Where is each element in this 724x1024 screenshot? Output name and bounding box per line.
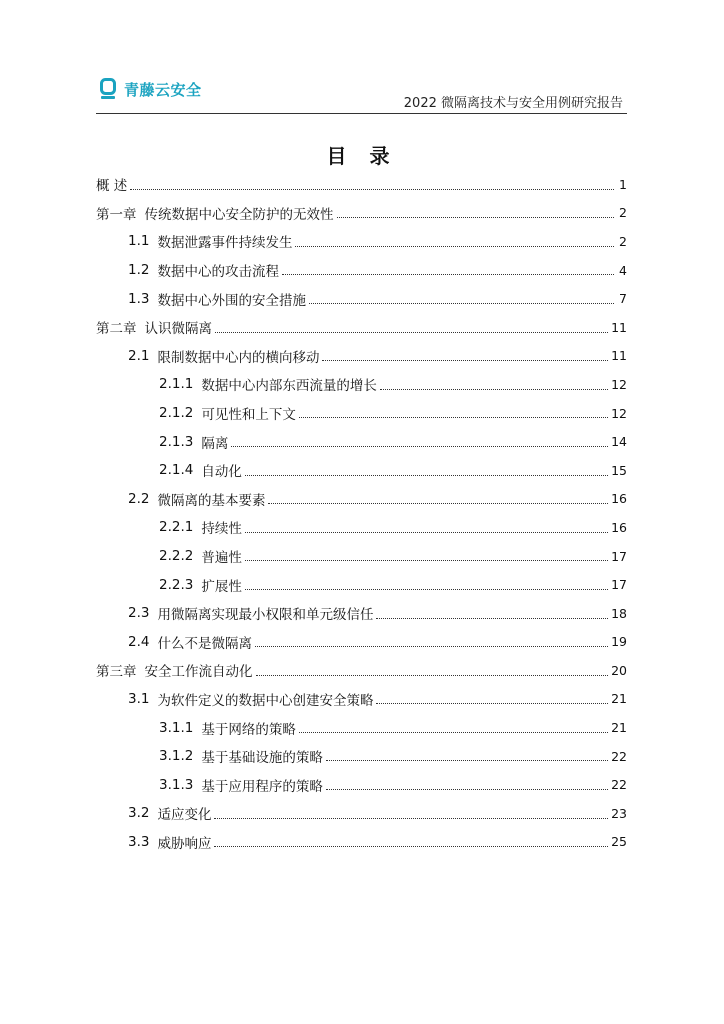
toc-entry-number: 2.3 [128, 605, 150, 622]
header-divider [96, 113, 627, 114]
toc-dot-leader [245, 559, 608, 561]
page-header [96, 78, 627, 114]
toc-entry[interactable] [96, 227, 627, 256]
toc-entry[interactable] [96, 256, 627, 285]
toc-entry-label: 持续性 [201, 521, 242, 538]
toc-entry[interactable] [96, 370, 627, 399]
toc-entry[interactable] [96, 427, 627, 456]
toc-dot-leader [215, 331, 608, 333]
toc-page-number: 2 [619, 205, 627, 221]
toc-dot-leader [295, 245, 614, 247]
toc-page-number: 16 [611, 519, 627, 535]
toc-entry-number: 2.2 [128, 490, 150, 507]
toc-dot-leader [309, 302, 614, 304]
brand-logo [100, 78, 202, 100]
toc-entry[interactable] [96, 284, 627, 313]
toc-page-number: 7 [619, 291, 627, 307]
toc-page-number: 20 [611, 662, 627, 678]
toc-entry-label: 数据中心内部东西流量的增长 [201, 378, 377, 395]
toc-entry[interactable] [96, 713, 627, 742]
toc-entry-label: 可见性和上下文 [201, 407, 296, 424]
toc-entry[interactable] [96, 685, 627, 714]
toc-entry-number: 第二章 [96, 321, 137, 338]
toc-entry-label: 传统数据中心安全防护的无效性 [144, 206, 334, 223]
report-title: 2022 微隔离技术与安全用例研究报告 [403, 96, 623, 111]
toc-dot-leader [214, 817, 608, 819]
toc-entry-label: 基于网络的策略 [201, 721, 296, 738]
toc-page-number: 4 [619, 262, 627, 278]
table-of-contents [96, 170, 627, 856]
toc-entry-number: 2.1.2 [159, 405, 194, 422]
toc-entry[interactable] [96, 399, 627, 428]
toc-dot-leader [326, 788, 608, 790]
toc-entry-number: 2.1.3 [159, 433, 194, 450]
toc-entry-number: 2.1.4 [159, 462, 194, 479]
toc-entry[interactable] [96, 313, 627, 342]
toc-page-number: 23 [611, 805, 627, 821]
toc-entry-number: 概 述 [96, 178, 128, 195]
toc-dot-leader [245, 531, 608, 533]
toc-page-number: 16 [611, 491, 627, 507]
toc-dot-leader [376, 702, 608, 704]
toc-entry-label: 威胁响应 [157, 835, 212, 852]
toc-dot-leader [231, 445, 608, 447]
toc-entry-number: 第一章 [96, 206, 137, 223]
toc-dot-leader [337, 216, 615, 218]
toc-entry-label: 限制数据中心内的横向移动 [157, 349, 320, 366]
toc-entry-label: 数据中心的攻击流程 [157, 264, 279, 281]
toc-entry[interactable] [96, 799, 627, 828]
toc-page-number: 2 [619, 233, 627, 249]
toc-dot-leader [268, 502, 608, 504]
toc-entry-number: 第三章 [96, 664, 137, 681]
toc-dot-leader [245, 474, 608, 476]
toc-entry-label: 认识微隔离 [144, 321, 212, 338]
toc-entry-label: 微隔离的基本要素 [157, 492, 266, 509]
toc-entry[interactable] [96, 199, 627, 228]
toc-entry-number: 2.2.3 [159, 576, 194, 593]
toc-dot-leader [255, 645, 608, 647]
toc-dot-leader [282, 273, 614, 275]
toc-dot-leader [326, 759, 608, 761]
toc-page-number: 11 [611, 319, 627, 335]
toc-page-number: 14 [611, 434, 627, 450]
toc-entry-label: 数据中心外围的安全措施 [157, 292, 306, 309]
toc-entry-number: 2.2.1 [159, 519, 194, 536]
toc-page-number: 17 [611, 577, 627, 593]
toc-entry[interactable] [96, 828, 627, 857]
toc-entry-label: 基于应用程序的策略 [201, 778, 323, 795]
toc-entry-number: 3.1.2 [159, 748, 194, 765]
toc-dot-leader [380, 388, 608, 390]
toc-entry-number: 2.1 [128, 347, 150, 364]
toc-page-number: 12 [611, 405, 627, 421]
toc-entry-number: 2.1.1 [159, 376, 194, 393]
toc-entry-label: 隔离 [201, 435, 229, 452]
toc-title: 目 录 [326, 144, 398, 168]
toc-entry[interactable] [96, 542, 627, 571]
toc-entry[interactable] [96, 656, 627, 685]
toc-dot-leader [299, 731, 608, 733]
toc-page-number: 18 [611, 605, 627, 621]
toc-entry-number: 1.1 [128, 233, 150, 250]
toc-page-number: 25 [611, 834, 627, 850]
toc-dot-leader [214, 845, 608, 847]
toc-entry-label: 自动化 [201, 464, 242, 481]
toc-entry[interactable] [96, 570, 627, 599]
toc-entry-label: 基于基础设施的策略 [201, 750, 323, 767]
toc-page-number: 21 [611, 720, 627, 736]
toc-page-number: 22 [611, 748, 627, 764]
toc-entry-label: 为软件定义的数据中心创建安全策略 [157, 692, 374, 709]
toc-dot-leader [130, 188, 614, 190]
toc-entry-label: 适应变化 [157, 807, 212, 824]
logo-text: 青藤云安全 [124, 80, 202, 99]
toc-page-number: 22 [611, 777, 627, 793]
toc-page-number: 1 [619, 176, 627, 192]
toc-entry-number: 1.2 [128, 262, 150, 279]
toc-entry-number: 3.2 [128, 805, 150, 822]
toc-entry-number: 3.1 [128, 690, 150, 707]
toc-entry-number: 3.1.1 [159, 719, 194, 736]
toc-entry-label: 数据泄露事件持续发生 [157, 235, 293, 252]
toc-dot-leader [376, 617, 608, 619]
toc-entry[interactable] [96, 456, 627, 485]
toc-page-number: 12 [611, 376, 627, 392]
toc-page-number: 19 [611, 634, 627, 650]
toc-entry-label: 扩展性 [201, 578, 242, 595]
toc-entry[interactable] [96, 170, 627, 199]
toc-page-number: 21 [611, 691, 627, 707]
toc-entry[interactable] [96, 770, 627, 799]
toc-dot-leader [322, 359, 608, 361]
toc-entry[interactable] [96, 513, 627, 542]
toc-dot-leader [256, 674, 609, 676]
toc-page-number: 11 [611, 348, 627, 364]
toc-entry-label: 普遍性 [201, 550, 242, 567]
toc-entry[interactable] [96, 599, 627, 628]
shield-q-icon [100, 78, 116, 100]
toc-entry[interactable] [96, 485, 627, 514]
toc-entry[interactable] [96, 742, 627, 771]
toc-entry[interactable] [96, 342, 627, 371]
toc-entry-label: 什么不是微隔离 [157, 635, 252, 652]
toc-entry-number: 2.2.2 [159, 548, 194, 565]
toc-entry[interactable] [96, 628, 627, 657]
toc-dot-leader [299, 416, 608, 418]
toc-dot-leader [245, 588, 608, 590]
toc-page-number: 17 [611, 548, 627, 564]
toc-entry-label: 安全工作流自动化 [144, 664, 253, 681]
toc-page-number: 15 [611, 462, 627, 478]
toc-entry-number: 1.3 [128, 290, 150, 307]
toc-entry-label: 用微隔离实现最小权限和单元级信任 [157, 607, 374, 624]
toc-entry-number: 2.4 [128, 633, 150, 650]
toc-entry-number: 3.3 [128, 833, 150, 850]
toc-entry-number: 3.1.3 [159, 776, 194, 793]
